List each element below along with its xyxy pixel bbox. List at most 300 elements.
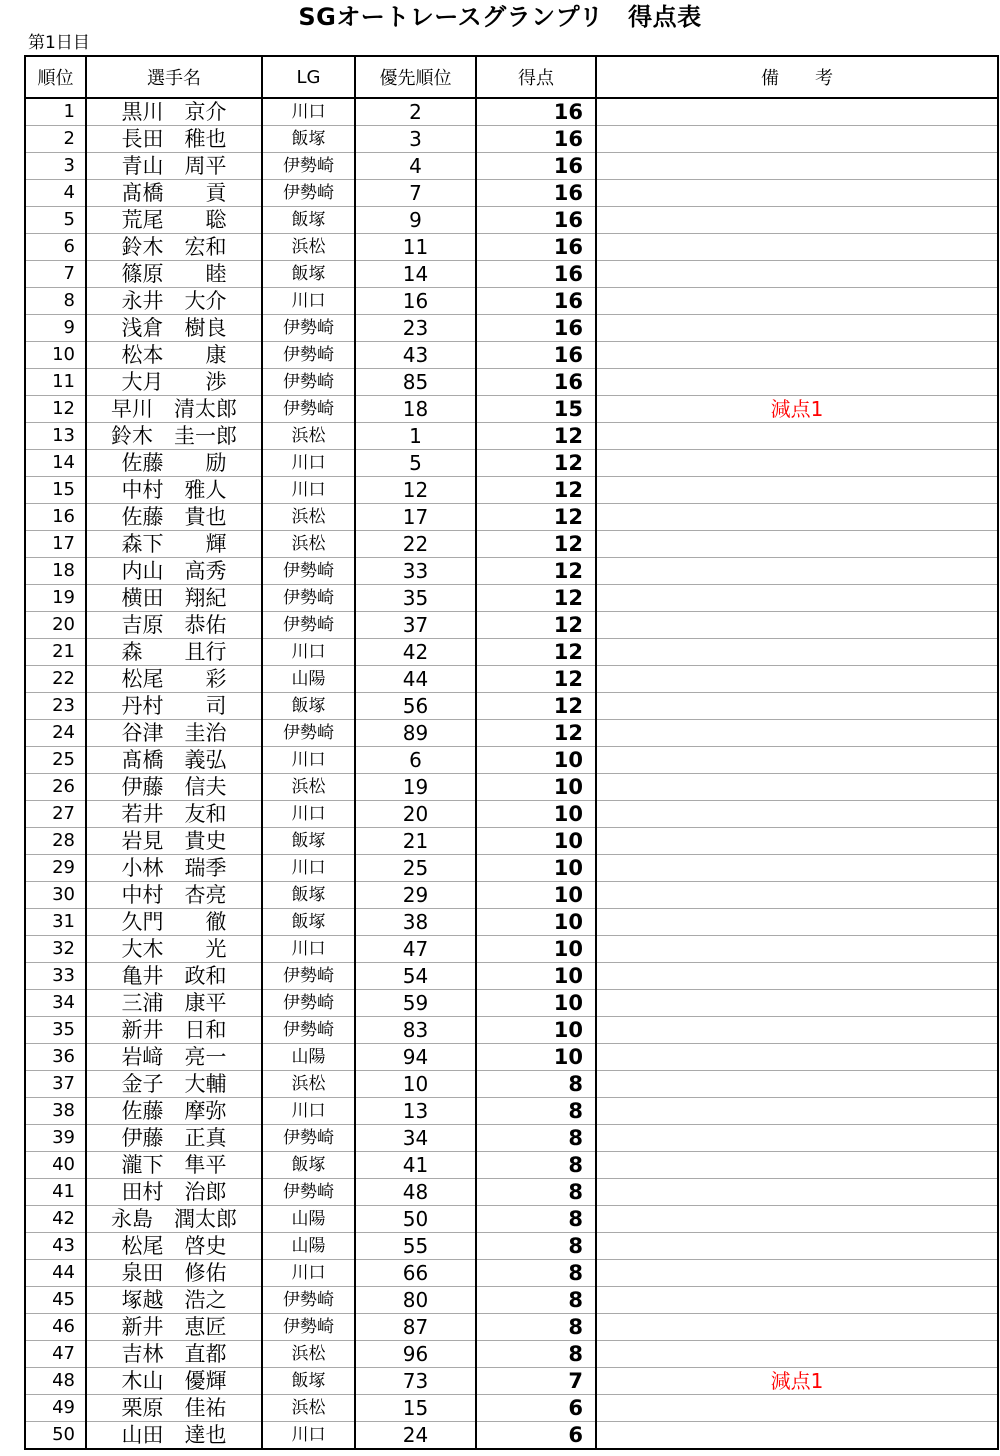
rider-name-cell: 黒川 京介 [86,98,262,126]
score-cell: 12 [476,450,596,477]
rider-name-cell: 松尾 啓史 [86,1233,262,1260]
lg-cell: 飯塚 [262,1368,355,1395]
table-row [25,477,998,504]
priority-cell: 43 [355,342,476,369]
rider-name-cell: 浅倉 樹良 [86,315,262,342]
priority-cell: 73 [355,1368,476,1395]
score-cell: 8 [476,1098,596,1125]
priority-cell: 80 [355,1287,476,1314]
score-cell: 12 [476,423,596,450]
lg-cell: 浜松 [262,423,355,450]
rank-cell: 41 [25,1179,86,1206]
rider-name-cell: 新井 日和 [86,1017,262,1044]
rank-cell: 25 [25,747,86,774]
lg-cell: 川口 [262,477,355,504]
rider-name-cell: 松尾 彩 [86,666,262,693]
priority-cell: 25 [355,855,476,882]
lg-cell: 伊勢崎 [262,1125,355,1152]
lg-cell: 飯塚 [262,882,355,909]
remark-cell [596,450,998,477]
rider-name-cell: 内山 高秀 [86,558,262,585]
lg-cell: 飯塚 [262,909,355,936]
lg-cell: 飯塚 [262,126,355,153]
rank-cell: 6 [25,234,86,261]
rank-cell: 35 [25,1017,86,1044]
lg-cell: 伊勢崎 [262,180,355,207]
rider-name-cell: 松本 康 [86,342,262,369]
table-row [25,1341,998,1368]
priority-cell: 11 [355,234,476,261]
lg-cell: 伊勢崎 [262,612,355,639]
lg-cell: 川口 [262,747,355,774]
score-cell: 16 [476,261,596,288]
rank-cell: 21 [25,639,86,666]
priority-cell: 4 [355,153,476,180]
remark-cell [596,369,998,396]
lg-cell: 川口 [262,1260,355,1287]
rider-name-cell: 岩見 貴史 [86,828,262,855]
table-row [25,1098,998,1125]
score-cell: 10 [476,855,596,882]
rider-name-cell: 青山 周平 [86,153,262,180]
rank-cell: 17 [25,531,86,558]
table-row [25,531,998,558]
table-row [25,315,998,342]
score-cell: 15 [476,396,596,423]
rider-name-cell: 瀧下 隼平 [86,1152,262,1179]
remark-cell: 減点1 [596,1368,998,1395]
rank-cell: 18 [25,558,86,585]
remark-cell [596,855,998,882]
rank-cell: 38 [25,1098,86,1125]
header-score: 得点 [476,56,596,98]
lg-cell: 飯塚 [262,693,355,720]
rank-cell: 37 [25,1071,86,1098]
priority-cell: 34 [355,1125,476,1152]
score-cell: 16 [476,342,596,369]
table-row [25,963,998,990]
priority-cell: 35 [355,585,476,612]
rider-name-cell: 小林 瑞季 [86,855,262,882]
remark-cell [596,1071,998,1098]
score-cell: 12 [476,531,596,558]
priority-cell: 17 [355,504,476,531]
remark-cell [596,990,998,1017]
table-row [25,1071,998,1098]
score-cell: 8 [476,1125,596,1152]
rider-name-cell: 長田 稚也 [86,126,262,153]
table-row [25,423,998,450]
table-row [25,828,998,855]
lg-cell: 山陽 [262,666,355,693]
priority-cell: 18 [355,396,476,423]
remark-cell [596,180,998,207]
table-row [25,369,998,396]
table-row [25,774,998,801]
header-lg: LG [262,56,355,98]
remark-cell [596,693,998,720]
score-cell: 16 [476,98,596,126]
score-cell: 10 [476,882,596,909]
remark-cell [596,261,998,288]
priority-cell: 13 [355,1098,476,1125]
priority-cell: 33 [355,558,476,585]
rank-cell: 12 [25,396,86,423]
rank-cell: 8 [25,288,86,315]
score-cell: 16 [476,315,596,342]
remark-cell [596,1260,998,1287]
score-cell: 16 [476,153,596,180]
score-cell: 8 [476,1071,596,1098]
rider-name-cell: 荒尾 聡 [86,207,262,234]
rider-name-cell: 吉林 直都 [86,1341,262,1368]
table-row [25,98,998,126]
score-cell: 16 [476,288,596,315]
score-cell: 12 [476,585,596,612]
remark-cell [596,1179,998,1206]
remark-cell [596,1017,998,1044]
table-row [25,1260,998,1287]
lg-cell: 川口 [262,288,355,315]
rider-name-cell: 金子 大輔 [86,1071,262,1098]
rider-name-cell: 早川 清太郎 [86,396,262,423]
score-cell: 10 [476,1044,596,1071]
lg-cell: 伊勢崎 [262,396,355,423]
lg-cell: 浜松 [262,504,355,531]
lg-cell: 伊勢崎 [262,153,355,180]
rank-cell: 45 [25,1287,86,1314]
score-cell: 10 [476,909,596,936]
rider-name-cell: 鈴木 宏和 [86,234,262,261]
priority-cell: 47 [355,936,476,963]
priority-cell: 94 [355,1044,476,1071]
table-row [25,1422,998,1450]
table-row [25,504,998,531]
rider-name-cell: 栗原 佳祐 [86,1395,262,1422]
lg-cell: 川口 [262,1098,355,1125]
rank-cell: 16 [25,504,86,531]
priority-cell: 96 [355,1341,476,1368]
table-row [25,882,998,909]
table-row [25,153,998,180]
score-cell: 10 [476,801,596,828]
lg-cell: 伊勢崎 [262,315,355,342]
table-row [25,288,998,315]
rider-name-cell: 永井 大介 [86,288,262,315]
remark-cell [596,558,998,585]
lg-cell: 伊勢崎 [262,1179,355,1206]
remark-cell [596,1287,998,1314]
rider-name-cell: 横田 翔紀 [86,585,262,612]
lg-cell: 伊勢崎 [262,585,355,612]
priority-cell: 59 [355,990,476,1017]
score-cell: 6 [476,1422,596,1450]
priority-cell: 12 [355,477,476,504]
remark-cell [596,342,998,369]
table-row [25,1368,998,1395]
rank-cell: 36 [25,1044,86,1071]
rider-name-cell: 森 且行 [86,639,262,666]
rank-cell: 33 [25,963,86,990]
table-row [25,342,998,369]
rank-cell: 46 [25,1314,86,1341]
table-row [25,207,998,234]
remark-cell [596,288,998,315]
table-row [25,801,998,828]
priority-cell: 20 [355,801,476,828]
priority-cell: 66 [355,1260,476,1287]
score-cell: 16 [476,207,596,234]
lg-cell: 浜松 [262,1395,355,1422]
rank-cell: 20 [25,612,86,639]
table-row [25,558,998,585]
priority-cell: 41 [355,1152,476,1179]
rider-name-cell: 佐藤 励 [86,450,262,477]
score-table [24,55,999,1450]
lg-cell: 飯塚 [262,261,355,288]
table-row [25,1044,998,1071]
remark-cell [596,1152,998,1179]
rank-cell: 29 [25,855,86,882]
header-row [25,56,998,98]
priority-cell: 7 [355,180,476,207]
rank-cell: 13 [25,423,86,450]
rank-cell: 11 [25,369,86,396]
rider-name-cell: 若井 友和 [86,801,262,828]
score-cell: 8 [476,1287,596,1314]
priority-cell: 23 [355,315,476,342]
priority-cell: 19 [355,774,476,801]
remark-cell [596,153,998,180]
table-row [25,1152,998,1179]
rider-name-cell: 鈴木 圭一郎 [86,423,262,450]
rider-name-cell: 田村 治郎 [86,1179,262,1206]
score-cell: 10 [476,963,596,990]
score-cell: 7 [476,1368,596,1395]
rider-name-cell: 佐藤 貴也 [86,504,262,531]
remark-cell [596,747,998,774]
lg-cell: 飯塚 [262,207,355,234]
rider-name-cell: 山田 達也 [86,1422,262,1450]
priority-cell: 56 [355,693,476,720]
priority-cell: 42 [355,639,476,666]
rider-name-cell: 泉田 修佑 [86,1260,262,1287]
priority-cell: 87 [355,1314,476,1341]
remark-cell [596,477,998,504]
rider-name-cell: 新井 恵匠 [86,1314,262,1341]
table-row [25,909,998,936]
remark-cell [596,531,998,558]
priority-cell: 14 [355,261,476,288]
priority-cell: 38 [355,909,476,936]
score-cell: 8 [476,1206,596,1233]
rank-cell: 44 [25,1260,86,1287]
header-priority: 優先順位 [355,56,476,98]
remark-cell [596,504,998,531]
rider-name-cell: 森下 輝 [86,531,262,558]
table-row [25,1287,998,1314]
rank-cell: 50 [25,1422,86,1450]
score-cell: 6 [476,1395,596,1422]
lg-cell: 浜松 [262,531,355,558]
lg-cell: 伊勢崎 [262,1314,355,1341]
lg-cell: 川口 [262,639,355,666]
priority-cell: 10 [355,1071,476,1098]
rank-cell: 30 [25,882,86,909]
remark-cell [596,234,998,261]
score-cell: 12 [476,612,596,639]
table-row [25,450,998,477]
priority-cell: 21 [355,828,476,855]
table-row [25,1125,998,1152]
rider-name-cell: 岩﨑 亮一 [86,1044,262,1071]
lg-cell: 山陽 [262,1206,355,1233]
rank-cell: 48 [25,1368,86,1395]
priority-cell: 16 [355,288,476,315]
rider-name-cell: 久門 徹 [86,909,262,936]
score-cell: 8 [476,1314,596,1341]
priority-cell: 48 [355,1179,476,1206]
remark-cell [596,774,998,801]
lg-cell: 伊勢崎 [262,720,355,747]
lg-cell: 伊勢崎 [262,369,355,396]
score-cell: 10 [476,1017,596,1044]
remark-cell [596,423,998,450]
table-row [25,234,998,261]
remark-cell [596,612,998,639]
table-row [25,747,998,774]
score-cell: 8 [476,1260,596,1287]
priority-cell: 15 [355,1395,476,1422]
lg-cell: 山陽 [262,1044,355,1071]
rider-name-cell: 大木 光 [86,936,262,963]
score-cell: 12 [476,720,596,747]
table-row [25,666,998,693]
rank-cell: 40 [25,1152,86,1179]
table-row [25,1206,998,1233]
table-row [25,990,998,1017]
score-cell: 10 [476,828,596,855]
rank-cell: 31 [25,909,86,936]
table-row [25,612,998,639]
table-row [25,855,998,882]
rank-cell: 42 [25,1206,86,1233]
score-cell: 12 [476,693,596,720]
remark-cell [596,1314,998,1341]
rank-cell: 7 [25,261,86,288]
remark-cell [596,207,998,234]
lg-cell: 浜松 [262,1071,355,1098]
score-cell: 12 [476,558,596,585]
score-cell: 12 [476,666,596,693]
rank-cell: 23 [25,693,86,720]
priority-cell: 85 [355,369,476,396]
lg-cell: 浜松 [262,774,355,801]
rank-cell: 4 [25,180,86,207]
rank-cell: 47 [25,1341,86,1368]
remark-cell [596,909,998,936]
rider-name-cell: 伊藤 正真 [86,1125,262,1152]
priority-cell: 1 [355,423,476,450]
lg-cell: 川口 [262,855,355,882]
lg-cell: 伊勢崎 [262,1287,355,1314]
table-row [25,639,998,666]
table-row [25,1017,998,1044]
rank-cell: 5 [25,207,86,234]
score-cell: 8 [476,1179,596,1206]
rank-cell: 49 [25,1395,86,1422]
remark-cell [596,720,998,747]
rank-cell: 43 [25,1233,86,1260]
priority-cell: 44 [355,666,476,693]
rider-name-cell: 木山 優輝 [86,1368,262,1395]
lg-cell: 山陽 [262,1233,355,1260]
table-row [25,1233,998,1260]
rider-name-cell: 大月 渉 [86,369,262,396]
rank-cell: 3 [25,153,86,180]
remark-cell [596,666,998,693]
lg-cell: 飯塚 [262,1152,355,1179]
table-row [25,396,998,423]
score-cell: 8 [476,1341,596,1368]
rank-cell: 9 [25,315,86,342]
priority-cell: 83 [355,1017,476,1044]
lg-cell: 川口 [262,1422,355,1450]
priority-cell: 50 [355,1206,476,1233]
remark-cell [596,1341,998,1368]
rank-cell: 22 [25,666,86,693]
rider-name-cell: 丹村 司 [86,693,262,720]
rider-name-cell: 谷津 圭治 [86,720,262,747]
header-rank: 順位 [25,56,86,98]
priority-cell: 22 [355,531,476,558]
remark-cell [596,801,998,828]
table-row [25,261,998,288]
rider-name-cell: 塚越 浩之 [86,1287,262,1314]
table-row [25,180,998,207]
priority-cell: 2 [355,98,476,126]
rank-cell: 1 [25,98,86,126]
score-cell: 16 [476,234,596,261]
rank-cell: 26 [25,774,86,801]
table-row [25,1395,998,1422]
priority-cell: 37 [355,612,476,639]
remark-cell [596,1422,998,1450]
rider-name-cell: 髙橋 義弘 [86,747,262,774]
rider-name-cell: 中村 杏亮 [86,882,262,909]
lg-cell: 伊勢崎 [262,558,355,585]
remark-cell [596,1206,998,1233]
table-row [25,1179,998,1206]
rank-cell: 19 [25,585,86,612]
rank-cell: 24 [25,720,86,747]
lg-cell: 伊勢崎 [262,342,355,369]
remark-cell [596,98,998,126]
score-cell: 10 [476,747,596,774]
score-cell: 8 [476,1152,596,1179]
lg-cell: 浜松 [262,234,355,261]
rider-name-cell: 篠原 睦 [86,261,262,288]
rank-cell: 15 [25,477,86,504]
remark-cell [596,126,998,153]
priority-cell: 5 [355,450,476,477]
lg-cell: 伊勢崎 [262,963,355,990]
priority-cell: 3 [355,126,476,153]
score-cell: 10 [476,990,596,1017]
header-name: 選手名 [86,56,262,98]
rank-cell: 34 [25,990,86,1017]
rider-name-cell: 吉原 恭佑 [86,612,262,639]
